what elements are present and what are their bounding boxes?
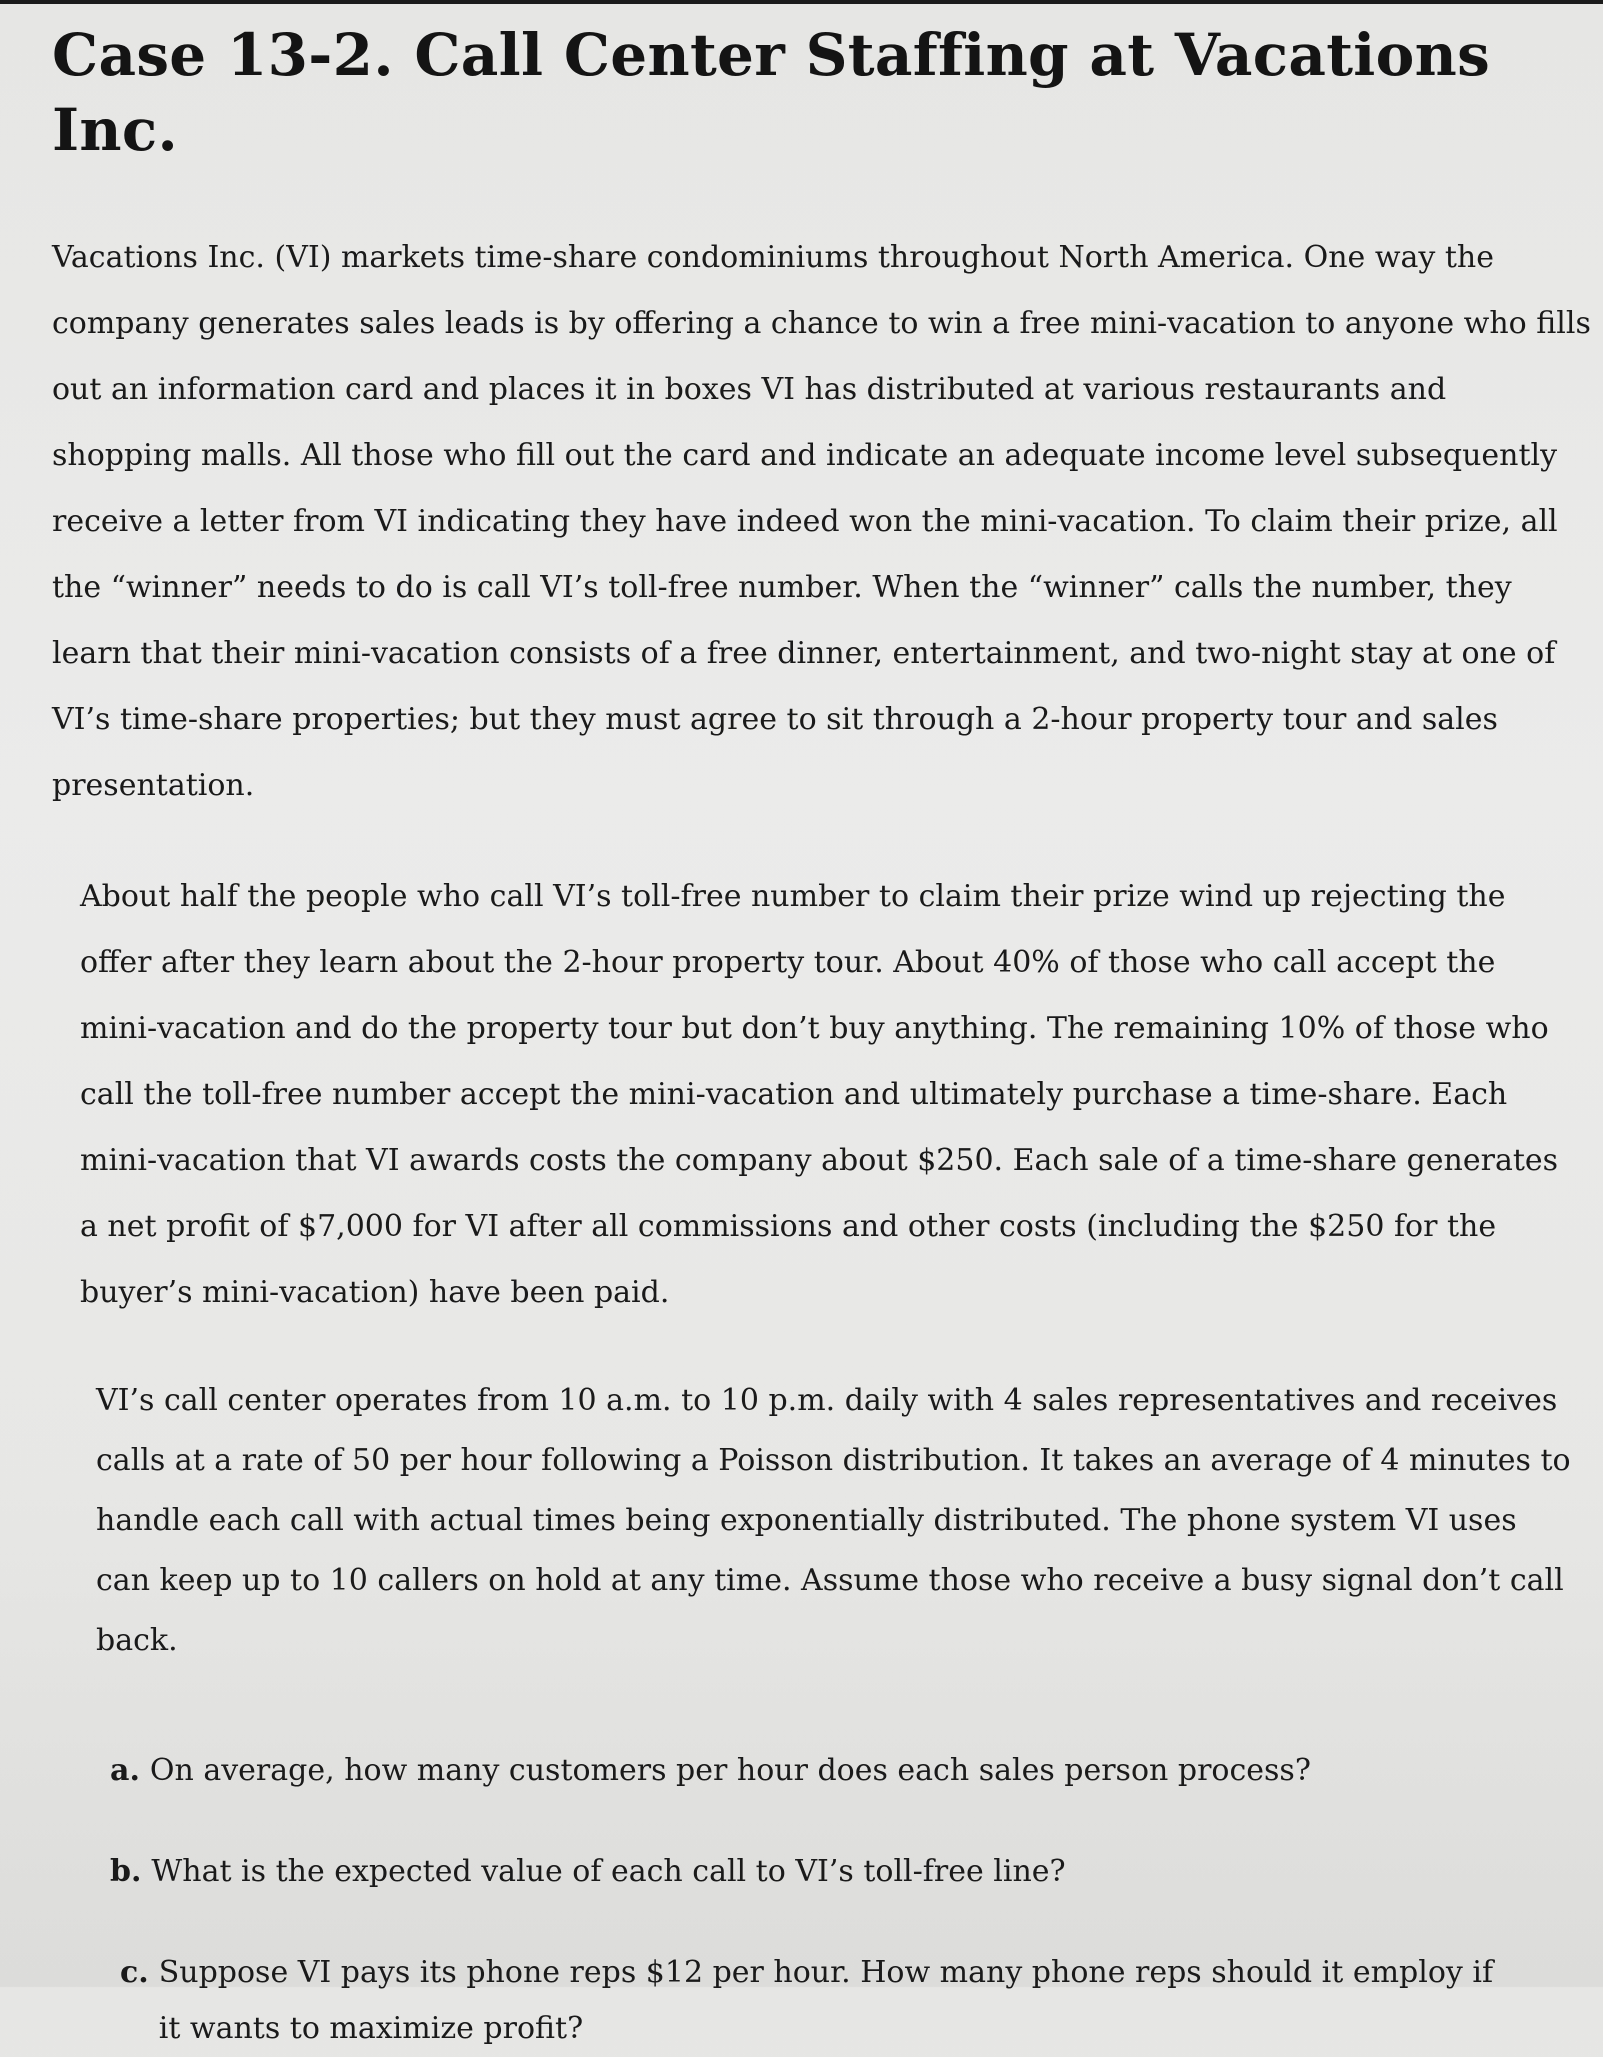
- paragraph-outcomes: About half the people who call VI’s toll-free number to claim their prize wind up rejecting the offer after they learn about the 2-hour property tour. About 40% of those who call accept the mini-vacation and do the property tour but don’t buy anything. The remaining 10% of those who call the toll-free number accept the mini-vacation and ultimately purchase a time-share. Each mini-vacation that VI awards costs the company about $250. Each sale of a time-share generates a net profit of $7,000 for VI after all commissions and other costs (including the $250 for the buyer’s mini-vacation) have been paid.: [80, 878, 1559, 1310]
- case-title: Case 13-2. Call Center Staffing at Vacations Inc.: [52, 21, 1491, 165]
- question-text: Suppose VI pays its phone reps $12 per hour. How many phone reps should it employ if it wants to maximize profit?: [158, 1954, 1494, 2046]
- question-text: What is the expected value of each call to VI’s toll-free line?: [151, 1853, 1066, 1889]
- question-list: [52, 1743, 1510, 2057]
- question-letter: c.: [120, 1954, 149, 1990]
- question-c: [110, 1945, 1510, 2057]
- paragraph-call-center: VI’s call center operates from 10 a.m. to 10 p.m. daily with 4 sales representatives and receives calls at a rate of 50 per hour following a Poisson distribution. It takes an average of 4 minutes to handle each call with actual times being exponentially distributed. The phone system VI uses can keep up to 10 callers on hold at any time. Assume those who receive a busy signal don’t call back.: [96, 1382, 1571, 1658]
- question-a: [110, 1743, 1510, 1799]
- question-letter: a.: [110, 1752, 140, 1788]
- question-b: [110, 1844, 1510, 1900]
- question-letter: b.: [110, 1853, 142, 1889]
- paragraph-intro: Vacations Inc. (VI) markets time-share condominiums throughout North America. One way the company generates sales leads is by offering a chance to win a free mini-vacation to anyone who fills out an information card and places it in boxes VI has distributed at various restaurants and shopping malls. All those who fill out the card and indicate an adequate income level subsequently receive a letter from VI indicating they have indeed won the mini-vacation. To claim their prize, all the “winner” needs to do is call VI’s toll-free number. When the “winner” calls the number, they learn that their mini-vacation consists of a free dinner, entertainment, and two-night stay at one of VI’s time-share properties; but they must agree to sit through a 2-hour property tour and sales presentation.: [52, 239, 1591, 803]
- question-text: On average, how many customers per hour does each sales person process?: [149, 1752, 1311, 1788]
